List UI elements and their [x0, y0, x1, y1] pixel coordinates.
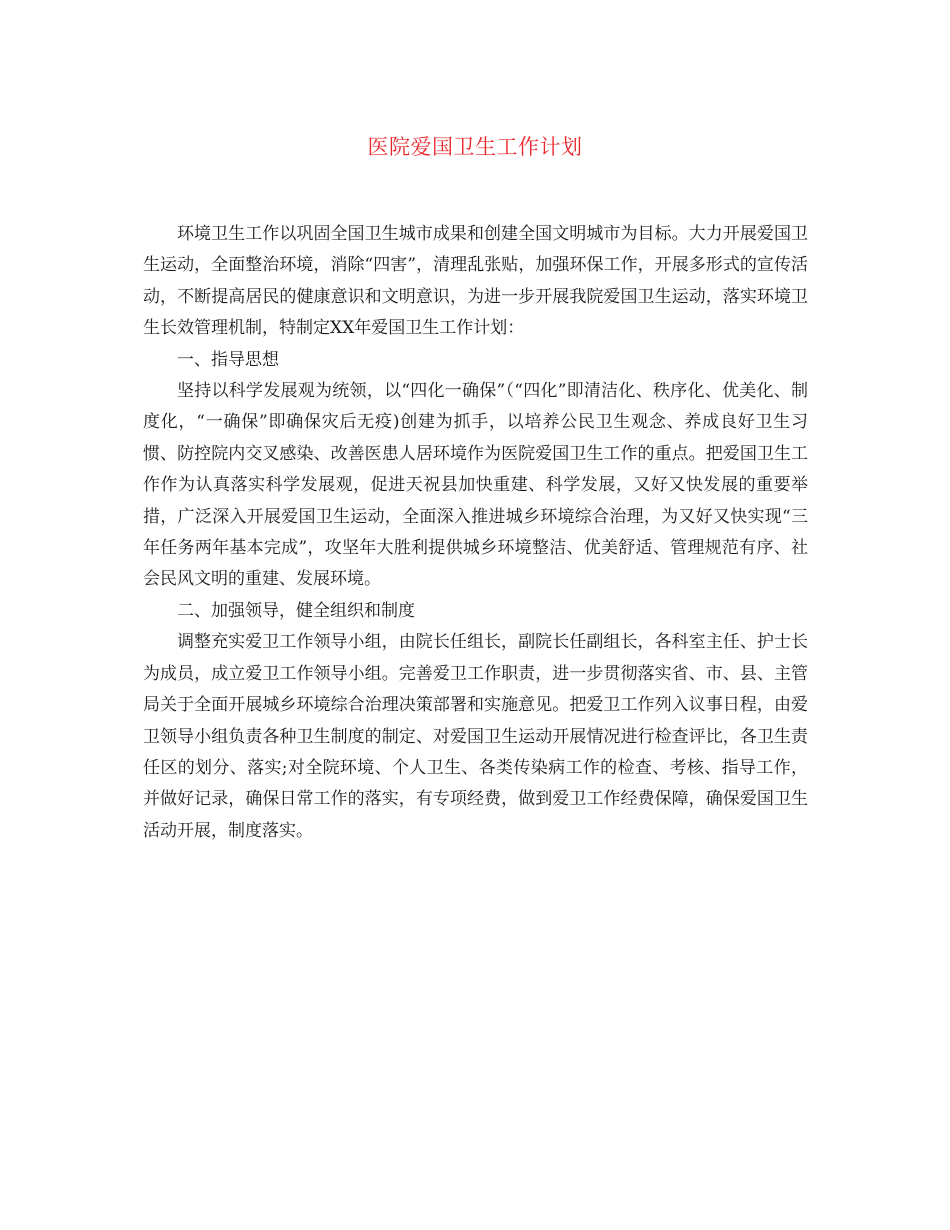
section-heading-guiding-ideology: 一、指导思想	[177, 349, 279, 370]
guiding-ideology-paragraph: 坚持以科学发展观为统领，以“四化一确保”（“四化”即清洁化、秩序化、优美化、制度化，“一确保”即确保灾后无疫)创建为抓手，以培养公民卫生观念、养成良好卫生习惯、防控院内交叉感染、改善医患人居环境作为医院爱国卫生工作的重点。把爱国卫生工作作为认真落实科学发展观，促进天祝县加快重建、科学发展，又好又快发展的重要举措，广泛深入开展爱国卫生运动，全面深入推进城乡环境综合治理，为又好又快实现“三年任务两年基本完成”，攻坚年大胜利提供城乡环境整洁、优美舒适、管理规范有序、社会民风文明的重建、发展环境。	[143, 381, 808, 590]
leadership-paragraph: 调整充实爱卫工作领导小组，由院长任组长，副院长任副组长，各科室主任、护士长为成员，成立爱卫工作领导小组。完善爱卫工作职责，进一步贯彻落实省、市、县、主管局关于全面开展城乡环境综合治理决策部署和实施意见。把爱卫工作列入议事日程，由爱卫领导小组负责各种卫生制度的制定、对爱国卫生运动开展情况进行检查评比，各卫生责任区的划分、落实;对全院环境、个人卫生、各类传染病工作的检查、考核、指导工作，并做好记录，确保日常工作的落实，有专项经费，做到爱卫工作经费保障，确保爱国卫生活动开展，制度落实。	[143, 632, 808, 841]
intro-paragraph: 环境卫生工作以巩固全国卫生城市成果和创建全国文明城市为目标。大力开展爱国卫生运动，全面整治环境，消除“四害”，清理乱张贴，加强环保工作，开展多形式的宣传活动，不断提高居民的健康意识和文明意识，为进一步开展我院爱国卫生运动，落实环境卫生长效管理机制，特制定XX年爱国卫生工作计划：	[143, 224, 808, 339]
document-body	[143, 219, 808, 847]
section-heading-leadership: 二、加强领导，健全组织和制度	[177, 600, 415, 621]
document-title: 医院爱国卫生工作计划	[367, 135, 583, 159]
